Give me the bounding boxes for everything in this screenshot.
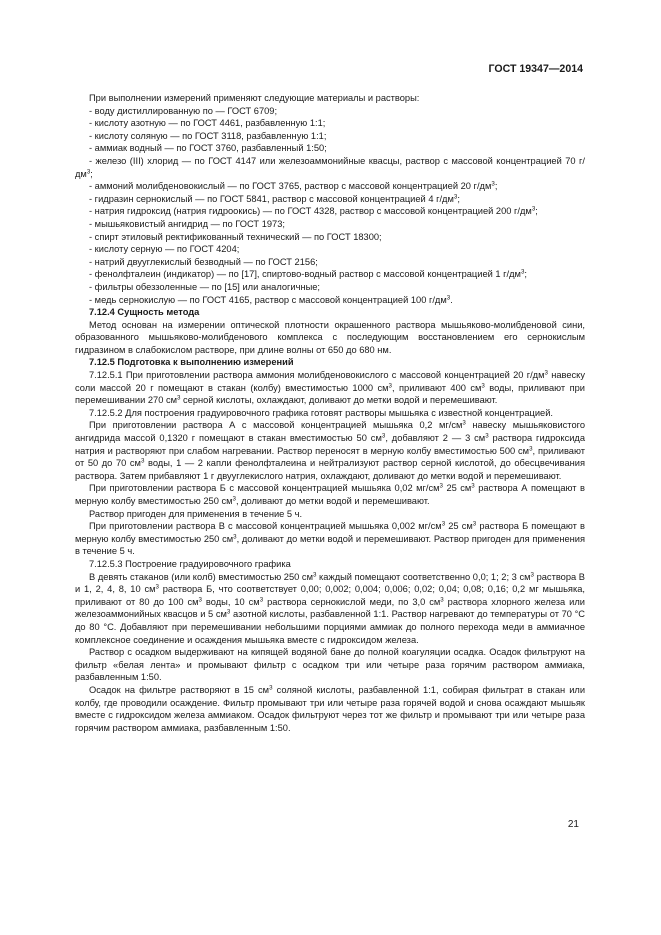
- material-item: - аммиак водный — по ГОСТ 3760, разбавленный 1:50;: [89, 143, 327, 154]
- material-item: - воду дистиллированную по — ГОСТ 6709;: [89, 105, 278, 116]
- material-item: - гидразин сернокислый — по ГОСТ 5841, раствор с массовой концентрацией 4 $г/дм^3$;: [89, 193, 460, 204]
- material-item: - медь сернокислую — по ГОСТ 4165, раствор с массовой концентрацией 100 $г/дм^3$.: [89, 294, 453, 305]
- document-header: ГОСТ 19347—2014: [488, 63, 583, 75]
- page-content: [75, 92, 585, 734]
- page-number: 21: [567, 819, 579, 830]
- paragraph-coagulation: Раствор с осадком выдерживают на кипящей водяной бане до полной коагуляции осадка. Осадок фильтруют на фильтр «белая лента» и промывают фильтр с осадком три или четыре раза горячим раствором аммиака, разбавленным 1:50.: [75, 647, 585, 683]
- material-item: - фильтры обеззоленные — по [15] или аналогичные;: [89, 281, 321, 292]
- paragraph-calibration: В девять стаканов (или колб) вместимостью 250 $см^3$ каждый помещают соответственно 0,0; 1; 2; 3 $см^3$ раствора В и 1, 2, 4, 8, 10 $см^3$ раствора Б, что соответствует 0,00; 0,002; 0,004; 0,006; 0,02; 0,04; 0,08; 0,16; 0,2 мг мышьяка, приливают от 80 до 100 $см^3$ воды, 10 $см^3$ раствора сернокислой меди, по 3,0 $см^3$ раствора хлорного железа или железоаммонийных квасцов и 5 $см^3$ азотной кислоты, разбавленной 1:1. Раствор нагревают до температуры от 70 °С до 80 °С. Добавляют при перемешивании небольшими порциями аммиак до полного перехода меди в аммиачное комплексное соединение и осаждения мышьяка вместе с гидроксидом железа.: [75, 571, 586, 645]
- paragraph-solution-v: При приготовлении раствора В с массовой концентрацией мышьяка 0,002 $мг/см^3$ 25 $см^3$ раствора Б помещают в мерную колбу вместимостью 250 $см^3$, доливают до метки водой и перемешивают. Раствор пригоден для применения в течение 5 ч.: [75, 520, 585, 557]
- materials-intro: При выполнении измерений применяют следующие материалы и растворы:: [89, 93, 420, 103]
- material-item: - кислоту соляную — по ГОСТ 3118, разбавленную 1:1;: [89, 130, 327, 141]
- material-item: - аммоний молибденовокислый — по ГОСТ 3765, раствор с массовой концентрацией 20 $г/дм^3$;: [89, 180, 498, 192]
- paragraph-7125-3: 7.12.5.3 Построение градуировочного графика: [89, 558, 291, 569]
- section-title-7124: 7.12.4 Сущность метода: [89, 307, 200, 318]
- material-item: - кислоту серную — по ГОСТ 4204;: [89, 244, 240, 255]
- paragraph-7125-2: 7.12.5.2 Для построения градуировочного графика готовят растворы мышьяка с известной концентрацией.: [89, 407, 553, 418]
- material-item: - натрий двууглекислый безводный — по ГОСТ 2156;: [89, 256, 318, 267]
- material-item: - спирт этиловый ректификованный технический — по ГОСТ 18300;: [89, 231, 382, 242]
- material-item: - кислоту азотную — по ГОСТ 4461, разбавленную 1:1;: [89, 118, 326, 129]
- material-item: - натрия гидроксид (натрия гидроокись) — по ГОСТ 4328, раствор с массовой концентрацией 200 $г/дм^3$;: [89, 205, 538, 217]
- section-title-7125: 7.12.5 Подготовка к выполнению измерений: [89, 357, 294, 368]
- paragraph-solution-b: При приготовлении раствора Б с массовой концентрацией мышьяка 0,02 $мг/см^3$ 25 $см^3$ раствора А помещают в мерную колбу вместимостью 250 $см^3$, доливают до метки водой и перемешивают.: [75, 482, 585, 506]
- material-item: - мышьяковистый ангидрид — по ГОСТ 1973;: [89, 218, 285, 229]
- paragraph-solution-a: При приготовлении раствора А с массовой концентрацией мышьяка 0,2 $мг/см^3$ навеску мышьяковистого ангидрида массой 0,1320 г помещают в стакан вместимостью 50 $см^3$, добавляют 2 — 3 $см^3$ раствора гидроксида натрия и растворяют при слабом нагревании. Раствор переносят в мерную колбу вместимостью 500 $см^3$, приливают от 50 до 70 $см^3$ воды, 1 — 2 капли фенолфталеина и нейтрализуют раствор серной кислотой, до обесцвечивания раствора. Затем прибавляют 1 г двууглекислого натрия, охлаждают, доливают до метки водой и перемешивают.: [75, 419, 586, 481]
- section-text-7124: Метод основан на измерении оптической плотности окрашенного раствора мышьяково-молибденовой сини, образованного мышьяково-молибденового комплекса с последующим восстановлением его сернокислым гидразином в слабокислом растворе, при длине волны от 650 до 680 нм.: [75, 319, 585, 355]
- material-item: - железо (III) хлорид — по ГОСТ 4147 или железоаммонийные квасцы, раствор с массовой концентрацией 70 $г/дм^3$;: [75, 155, 585, 179]
- paragraph-dissolve: Осадок на фильтре растворяют в 15 $см^3$ соляной кислоты, разбавленной 1:1, собирая фильтрат в стакан или колбу, где проводили осаждение. Фильтр промывают три или четыре раза горячей водой и снова осаждают мышьяк вместе с гидроксидом железа аммиаком. Осадок фильтруют через тот же фильтр и промывают три или четыре раза горячим раствором аммиака, разбавленным 1:50.: [75, 684, 586, 733]
- paragraph-shelf-life: Раствор пригоден для применения в течение 5 ч.: [89, 508, 303, 519]
- paragraph-7125-1: 7.12.5.1 При приготовлении раствора аммония молибденовокислого с массовой концентрацией 20 $г/дм^3$ навеску соли массой 20 г помещают в стакан (колбу) вместимостью 1000 $см^3$, приливают 400 $см^3$ воды, приливают при перемешивании 270 $см^3$ серной кислоты, охлаждают, доливают до метки водой и перемешивают.: [75, 369, 585, 406]
- material-item: - фенолфталеин (индикатор) — по [17], спиртово-водный раствор с массовой концентрацией 1 $г/дм^3$;: [89, 268, 527, 280]
